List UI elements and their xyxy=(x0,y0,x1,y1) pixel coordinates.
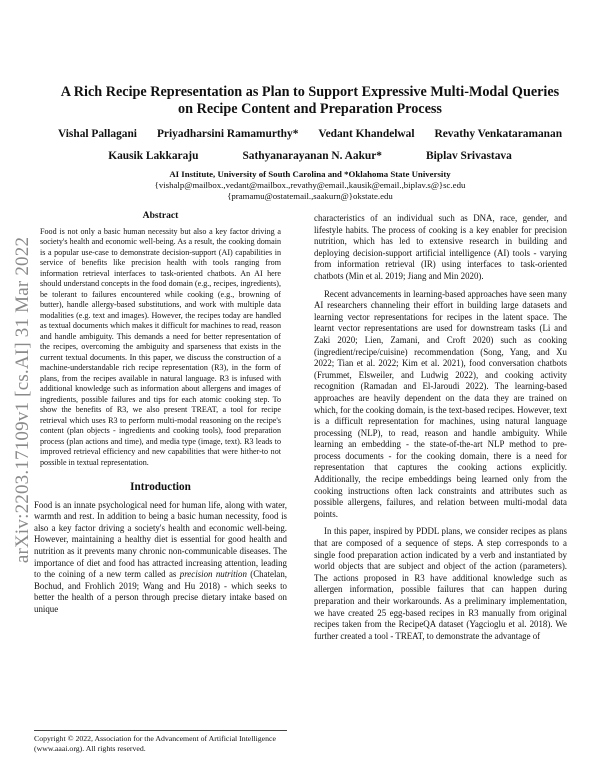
affiliation: AI Institute, University of South Carolina and *Oklahoma State University xyxy=(169,169,451,179)
introduction-heading: Introduction xyxy=(130,481,191,494)
author-name: Biplav Srivastava xyxy=(426,150,512,162)
author-name: Priyadharsini Ramamurthy* xyxy=(156,128,299,140)
author-name: Revathy Venkataramanan xyxy=(434,128,563,140)
arxiv-stamp-text: arXiv:2203.17109v1 [cs.AI] 31 Mar 2022 xyxy=(12,236,33,564)
abstract-heading: Abstract xyxy=(142,210,179,221)
right-column xyxy=(314,213,567,642)
left-column xyxy=(34,210,287,616)
intro-text-b: (Chatelan, Bochud, and Frohlich 2019; Wang and Hu 2018) - which seeks to better the health of a person through precise dietary intake based on unique xyxy=(34,569,288,615)
author-name: Vedant Khandelwal xyxy=(318,128,415,140)
copyright-footnote: Copyright © 2022, Association for the Advancement of Artificial Intelligence (www.aaai.org). All rights reserved. xyxy=(34,730,287,754)
author-name: Vishal Pallagani xyxy=(57,128,137,140)
author-row-2 xyxy=(40,145,580,167)
emails-line-2: {pramamu@ostatemail.,saakurn@}okstate.edu xyxy=(227,191,393,201)
author-name: Kausik Lakkaraju xyxy=(108,150,199,162)
author-list xyxy=(40,123,580,167)
emails-line-1: {vishalp@mailbox.,vedant@mailbox.,revathy@email.,kausik@email.,biplav.s@}sc.edu xyxy=(154,180,466,190)
title-line-1: A Rich Recipe Representation as Plan to Support Expressive Multi-Modal Queries xyxy=(60,84,560,100)
paper-header xyxy=(40,84,580,202)
author-row-1 xyxy=(40,123,580,145)
right-paragraph-2: Recent advancements in learning-based approaches have seen many AI researchers channeling their effort in building large datasets and learning vector representations for recipes in the latent space. The learnt vector representations are used for downstream tasks (Li and Zaki 2020; Lien, Zamani, and Croft 2020) such as cooking (ingredient/recipe/cuisine) recommendation (Song, Yang, and Xu 2022; Tian et al. 2022; Kim et al. 2021), food conversation chatbots (Frummet, Elsweiler, and Ludwig 2022), and cooking activity recognition (Ramadan and El-Jaroudi 2022). The learning-based approaches are heavily dependent on the data they are trained on which, for the cooking domain, is the text-based recipes. However, text is a difficult representation for machines, using natural language processing (NLP), to read, reason and handle ambiguity. While learning an embedding - the state-of-the-art NLP method to pre-process documents - for the cooking domain, there is a need for representation that captures the cooking actions explicitly. Additionally, the recipe embeddings being learned only from the cooking instructions often lack constraints and attributes such as possible allergens, failures, and relation between multi-modal data points. xyxy=(314,288,567,519)
paper-title xyxy=(40,84,580,117)
abstract-text: Food is not only a basic human necessity but also a key factor driving a society's health and economic well-being. As a result, the cooking domain is a popular use-case to demonstrate decision-support (AI) capabilities in service of benefits like precision health with tools ranging from information retrieval interfaces to task-oriented chatbots. An AI here should understand concepts in the food domain (e.g., recipes, ingredients), be tolerant to failures encountered while cooking (e.g., browning of butter), handle allergy-based substitutions, and work with multiple data modalities (e.g. text and images). However, the recipes today are handled as textual documents which makes it difficult for machines to read, reason and handle ambiguity. This demands a need for better representation of the recipes, overcoming the ambiguity and sparseness that exists in the current textual documents. In this paper, we discuss the construction of a machine-understandable rich recipe representation (R3), in the form of plans, from the recipes available in natural language. R3 is infused with additional knowledge such as information about allergens and images of ingredients, possible failures and tips for each atomic cooking step. To show the benefits of R3, we also present TREAT, a tool for recipe retrieval which uses R3 to perform multi-modal reasoning on the recipe's content (plan objects - ingredients and cooking tools), food preparation process (plan actions and time), and media type (image, text). R3 leads to improved retrieval efficiency and new capabilities that were hither-to not possible in textual representation. xyxy=(40,226,281,467)
right-paragraph-3: In this paper, inspired by PDDL plans, we consider recipes as plans that are composed of a sequence of steps. A step corresponds to a single food preparation action indicated by a verb and instantiated by world objects that are subject and object of the action (parameters). The actions proposed in R3 have additional knowledge such as allergen information, possible failures that can happen during preparation and their workarounds. As a preliminary implementation, we have created 25 egg-based recipes in R3 manually from original recipes taken from the RecipeQA dataset (Yagcioglu et al. 2018). We further created a tool - TREAT, to demonstrate the advantage of xyxy=(314,526,567,641)
author-name: Sathyanarayanan N. Aakur* xyxy=(242,150,383,162)
intro-paragraph xyxy=(34,500,287,616)
intro-emphasis: precision nutrition xyxy=(179,569,247,580)
right-paragraph-1: characteristics of an individual such as DNA, race, gender, and lifestyle habits. The process of cooking is a key enabler for precision nutrition, which has led to extensive research in building and deploying decision-support artificial intelligence (AI) tools - varying from information retrieval (IR) using interfaces to task-oriented chatbots (Min et al. 2019; Jiang and Min 2020). xyxy=(314,213,567,281)
intro-text-a: Food is an innate psychological need for human life, along with water, warmth and rest. In addition to being a basic human necessity, food is also a key factor driving a society's health and economic well-being. However, maintaining a healthy diet is essential for good health and nutrition as it prevents many chronic non-communicable diseases. The importance of diet and food has attracted increasing attention, leading to the coining of a new term called as xyxy=(34,499,287,580)
affiliation-block xyxy=(40,169,580,202)
title-line-2: on Recipe Content and Preparation Process xyxy=(178,100,442,117)
